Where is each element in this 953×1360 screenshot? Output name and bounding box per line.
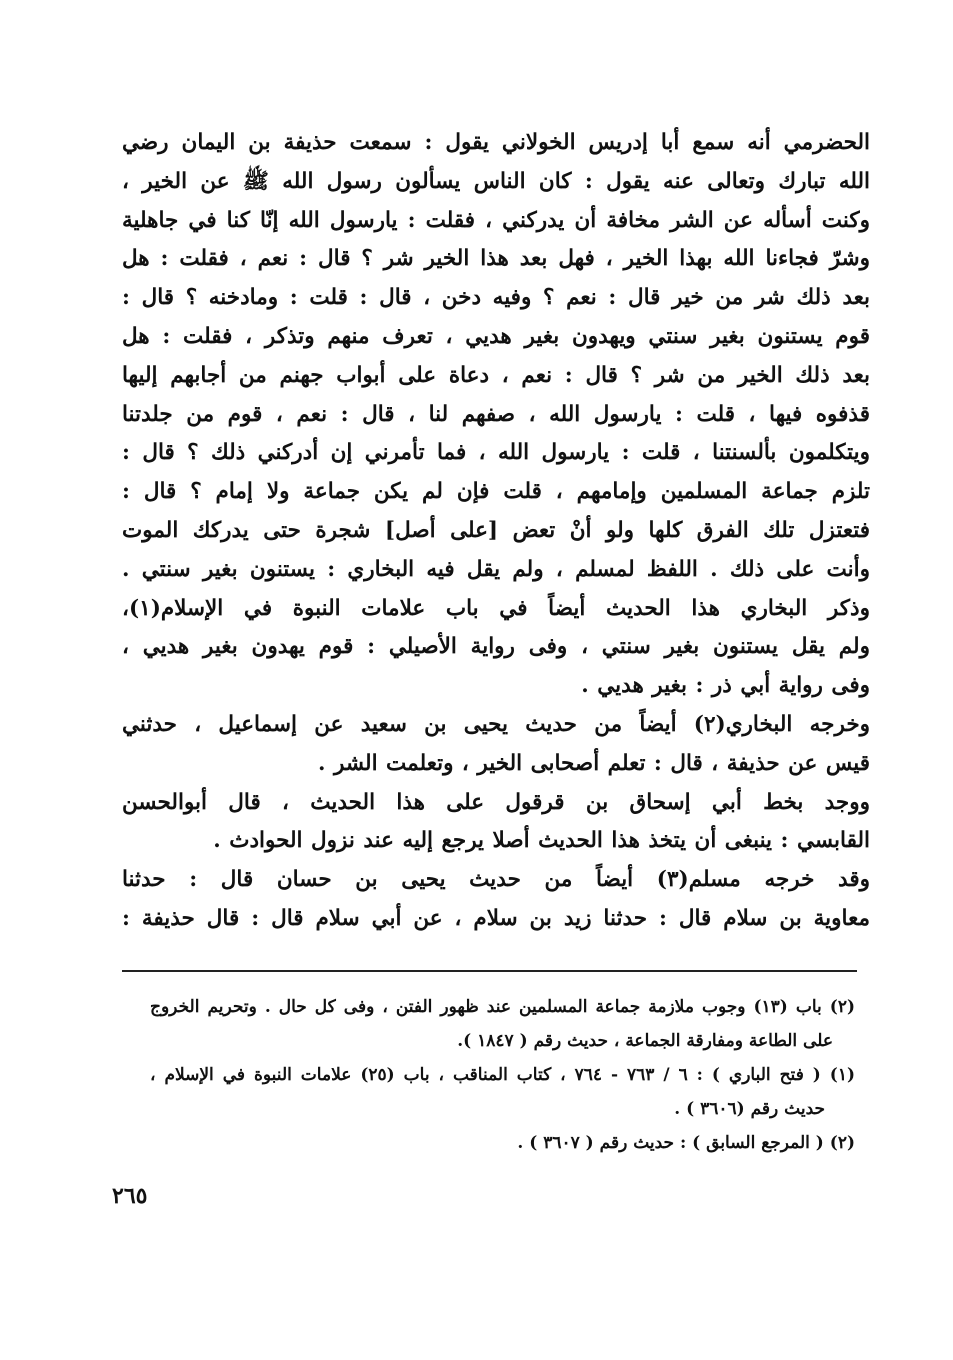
text-line: ولم يقل يستنون بغير سنتي ، وفى رواية الأصيلي : قوم يهدون بغير هديي ، — [122, 634, 870, 660]
text-line: بعد ذلك شر من خير قال : نعم ؟ وفيه دخن ، قال : قلت : ومادخنه ؟ قال : — [122, 285, 870, 311]
footnote-line: حديث رقم (٣٦٠٦ ) . — [674, 1099, 825, 1119]
page-number: ٢٦٥ — [112, 1183, 148, 1209]
text-line: قذفوه فيها ، قلت : يارسول الله ، صفهم لنا ، قال : نعم ، قوم من جلدتنا — [122, 401, 871, 427]
footnote-divider — [122, 970, 857, 972]
footnote-line: (١) ( فتح الباري ) : ٦ / ٧٦٣ - ٧٦٤ ، كتاب المناقب ، باب (٢٥) علامات النبوة في الإسلام ، — [150, 1065, 856, 1085]
text-line: وشرّ فجاءنا الله بهذا الخير ، فهل بعد هذا الخير شر ؟ قال : نعم ، فقلت : هل — [122, 246, 870, 272]
text-line: ويتكلمون بألسنتنا ، قلت : يارسول الله ، فما تأمرني إن أدركني ذلك ؟ قال : — [122, 440, 870, 466]
text-line: فتعتزل تلك الفرق كلها ولو أنْ تعض [على أصل] شجرة حتى يدركك الموت — [122, 517, 870, 543]
footnote-line: على الطاعة ومفارقة الجماعة ، حديث رقم ( ١٨٤٧ ). — [457, 1031, 833, 1051]
text-line: تلزم جماعة المسلمين وإمامهم ، قلت فإن لم يكن جماعة ولا إمام ؟ قال : — [122, 479, 870, 505]
main-text — [122, 124, 870, 939]
text-line: قوم يستنون بغير سنتي ويهدون بغير هديي ، تعرف منهم وتذكر ، فقلت : هل — [122, 323, 870, 349]
text-line: وخرجه البخاري(٢) أيضاً من حديث يحيى بن سعيد عن إسماعيل ، حدثني — [122, 711, 870, 737]
text-line: الله تبارك وتعالى عنه يقول : كان الناس يسألون رسول الله ﷺ عن الخير ، — [122, 168, 870, 194]
text-line: بعد ذلك الخير من شر ؟ قال : نعم ، دعاة على أبواب جهنم من أجابهم إليها — [122, 362, 870, 388]
text-line: وقد خرجه مسلم(٣) أيضاً من حديث يحيى بن حسان قال : حدثنا — [122, 867, 870, 893]
text-line: معاوية بن سلام قال : حدثنا زيد بن سلام ، عن أبي سلام قال : قال حذيفة : — [122, 905, 870, 931]
text-line: وكنت أسأله عن الشر مخافة أن يدركني ، فقلت : يارسول الله إنّا كنا في جاهلية — [122, 207, 870, 233]
text-line: وذكر البخاري هذا الحديث أيضاً في باب علامات النبوة في الإسلام(١)، — [122, 595, 870, 621]
text-line: قيس عن حذيفة ، قال : تعلم أصحابى الخير ، وتعلمت الشر . — [318, 750, 870, 776]
footnotes — [150, 990, 855, 1160]
footnote-line: (٢) باب (١٣) وجوب ملازمة جماعة المسلمين عند ظهور الفتن ، وفى كل حال . وتحريم الخروج — [150, 997, 856, 1017]
text-line: وفى رواية أبي ذر : بغير هديي . — [581, 673, 870, 699]
text-line: القابسي : ينبغى أن يتخذ هذا الحديث أصلا يرجع إليه عند نزول الحوادث . — [213, 828, 870, 854]
footnote-line: (٢) ( المرجع السابق ) : حديث رقم ( ٣٦٠٧ ) . — [517, 1133, 855, 1153]
text-line: الحضرمي أنه سمع أبا إدريس الخولاني يقول : سمعت حذيفة بن اليمان رضي — [122, 130, 870, 155]
text-line: وأنت على ذلك . اللفظ لمسلم ، ولم يقل فيه البخاري : يستنون بغير سنتي . — [122, 556, 870, 582]
text-line: ووجد بخط أبي إسحاق بن قرقول على هذا الحديث ، قال أبوالحسن — [122, 789, 870, 815]
